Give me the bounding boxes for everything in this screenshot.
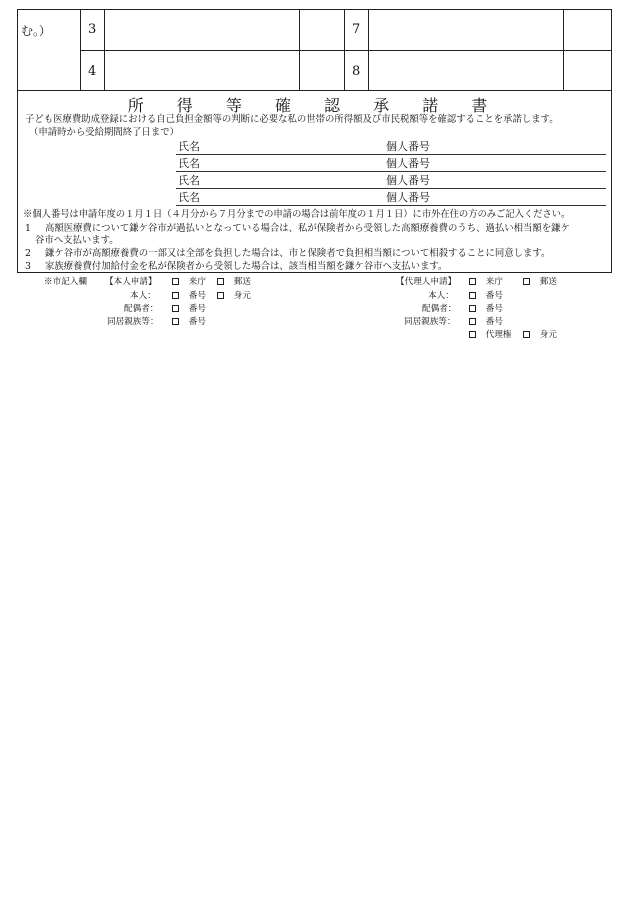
my-number-note: ※個人番号は申請年度の１月１日（４月分から７月分までの申請の場合は前年度の１月１日）に市外在住の方のみご記入ください。 <box>23 209 571 220</box>
consent-section <box>17 90 612 273</box>
agent-mail-option <box>523 277 557 287</box>
consent-period: （申請時から受給期間終了日まで） <box>29 127 180 138</box>
consent-intro: 子ども医療費助成登録における自己負担金額等の判断に必要な私の世帯の所得額及び市民税額等を確認することを承諾します。 <box>25 114 559 125</box>
self-mail-label: 郵送 <box>233 277 251 287</box>
agent-relatives-number-label: 番号 <box>485 317 503 327</box>
agent-identity-label: 身元 <box>539 330 557 340</box>
agent-visit-option <box>469 277 503 287</box>
person-name-label: 氏名 <box>178 140 200 153</box>
agent-self-row-label: 本人： <box>428 291 454 301</box>
agent-identity-checkbox[interactable] <box>523 331 530 338</box>
row-number-right: 8 <box>352 64 361 79</box>
self-identity-label: 身元 <box>233 291 251 301</box>
item-number: 3 <box>25 261 31 272</box>
person-underline <box>176 188 606 189</box>
agent-identity-option <box>523 330 557 340</box>
agent-self-number-option <box>469 291 503 301</box>
self-mail-checkbox[interactable] <box>217 278 224 285</box>
table-hline <box>80 50 611 51</box>
self-identity-checkbox[interactable] <box>217 292 224 299</box>
self-application-header: 【本人申請】 <box>105 277 157 287</box>
agent-authority-label: 代理権 <box>485 330 512 340</box>
agent-relatives-number-option <box>469 317 503 327</box>
agent-self-number-checkbox[interactable] <box>469 292 476 299</box>
agent-application-header: 【代理人申請】 <box>396 277 457 287</box>
person-id-label: 個人番号 <box>386 140 430 153</box>
self-number-checkbox[interactable] <box>172 292 179 299</box>
agent-spouse-number-checkbox[interactable] <box>469 305 476 312</box>
item-text-continued: 谷市へ支払います。 <box>35 235 119 246</box>
consent-title: 所 得 等 確 認 承 諾 書 <box>127 96 502 115</box>
self-identity-option <box>217 291 251 301</box>
person-id-label: 個人番号 <box>386 157 430 170</box>
agent-visit-label: 来庁 <box>485 277 503 287</box>
person-underline <box>176 154 606 155</box>
person-id-label: 個人番号 <box>386 174 430 187</box>
agent-visit-checkbox[interactable] <box>469 278 476 285</box>
person-underline <box>176 171 606 172</box>
self-visit-label: 来庁 <box>188 277 206 287</box>
self-mail-option <box>217 277 251 287</box>
spouse-number-label: 番号 <box>188 304 206 314</box>
self-number-option <box>172 291 206 301</box>
agent-mail-label: 郵送 <box>539 277 557 287</box>
relatives-number-checkbox[interactable] <box>172 318 179 325</box>
agent-spouse-row-label: 配偶者： <box>422 304 457 314</box>
self-visit-option <box>172 277 206 287</box>
spouse-number-option <box>172 304 206 314</box>
spouse-number-checkbox[interactable] <box>172 305 179 312</box>
item-text: 鎌ケ谷市が高額療養費の一部又は全部を負担した場合は、市と保険者で負担相当額について相殺することに同意します。 <box>45 248 551 259</box>
agent-spouse-number-label: 番号 <box>485 304 503 314</box>
agent-mail-checkbox[interactable] <box>523 278 530 285</box>
person-name-label: 氏名 <box>178 157 200 170</box>
agent-spouse-number-option <box>469 304 503 314</box>
relatives-row-label: 同居親族等： <box>107 317 159 327</box>
person-underline <box>176 205 606 206</box>
agent-relatives-row-label: 同居親族等： <box>404 317 456 327</box>
row-number-left: 3 <box>88 22 97 37</box>
relatives-number-option <box>172 317 206 327</box>
agent-authority-checkbox[interactable] <box>469 331 476 338</box>
person-name-label: 氏名 <box>178 174 200 187</box>
person-id-label: 個人番号 <box>386 191 430 204</box>
spouse-row-label: 配偶者： <box>124 304 159 314</box>
left-cell-text: む。） <box>21 24 52 38</box>
self-number-label: 番号 <box>188 291 206 301</box>
item-number: 2 <box>25 248 31 259</box>
agent-relatives-number-checkbox[interactable] <box>469 318 476 325</box>
relatives-number-label: 番号 <box>188 317 206 327</box>
self-visit-checkbox[interactable] <box>172 278 179 285</box>
self-row-label: 本人： <box>130 291 156 301</box>
agent-self-number-label: 番号 <box>485 291 503 301</box>
row-number-left: 4 <box>88 64 97 79</box>
top-table <box>17 9 612 91</box>
item-number: 1 <box>25 223 31 234</box>
row-number-right: 7 <box>352 22 361 37</box>
item-text: 高額医療費について鎌ケ谷市が過払いとなっている場合は、私が保険者から受領した高額療養費のうち、過払い相当額を鎌ケ <box>45 223 570 234</box>
person-name-label: 氏名 <box>178 191 200 204</box>
office-use-label: ※市記入欄 <box>44 277 87 287</box>
item-text: 家族療養費付加給付金を私が保険者から受領した場合は、該当相当額を鎌ケ谷市へ支払います。 <box>45 261 448 272</box>
agent-authority-option <box>469 330 512 340</box>
